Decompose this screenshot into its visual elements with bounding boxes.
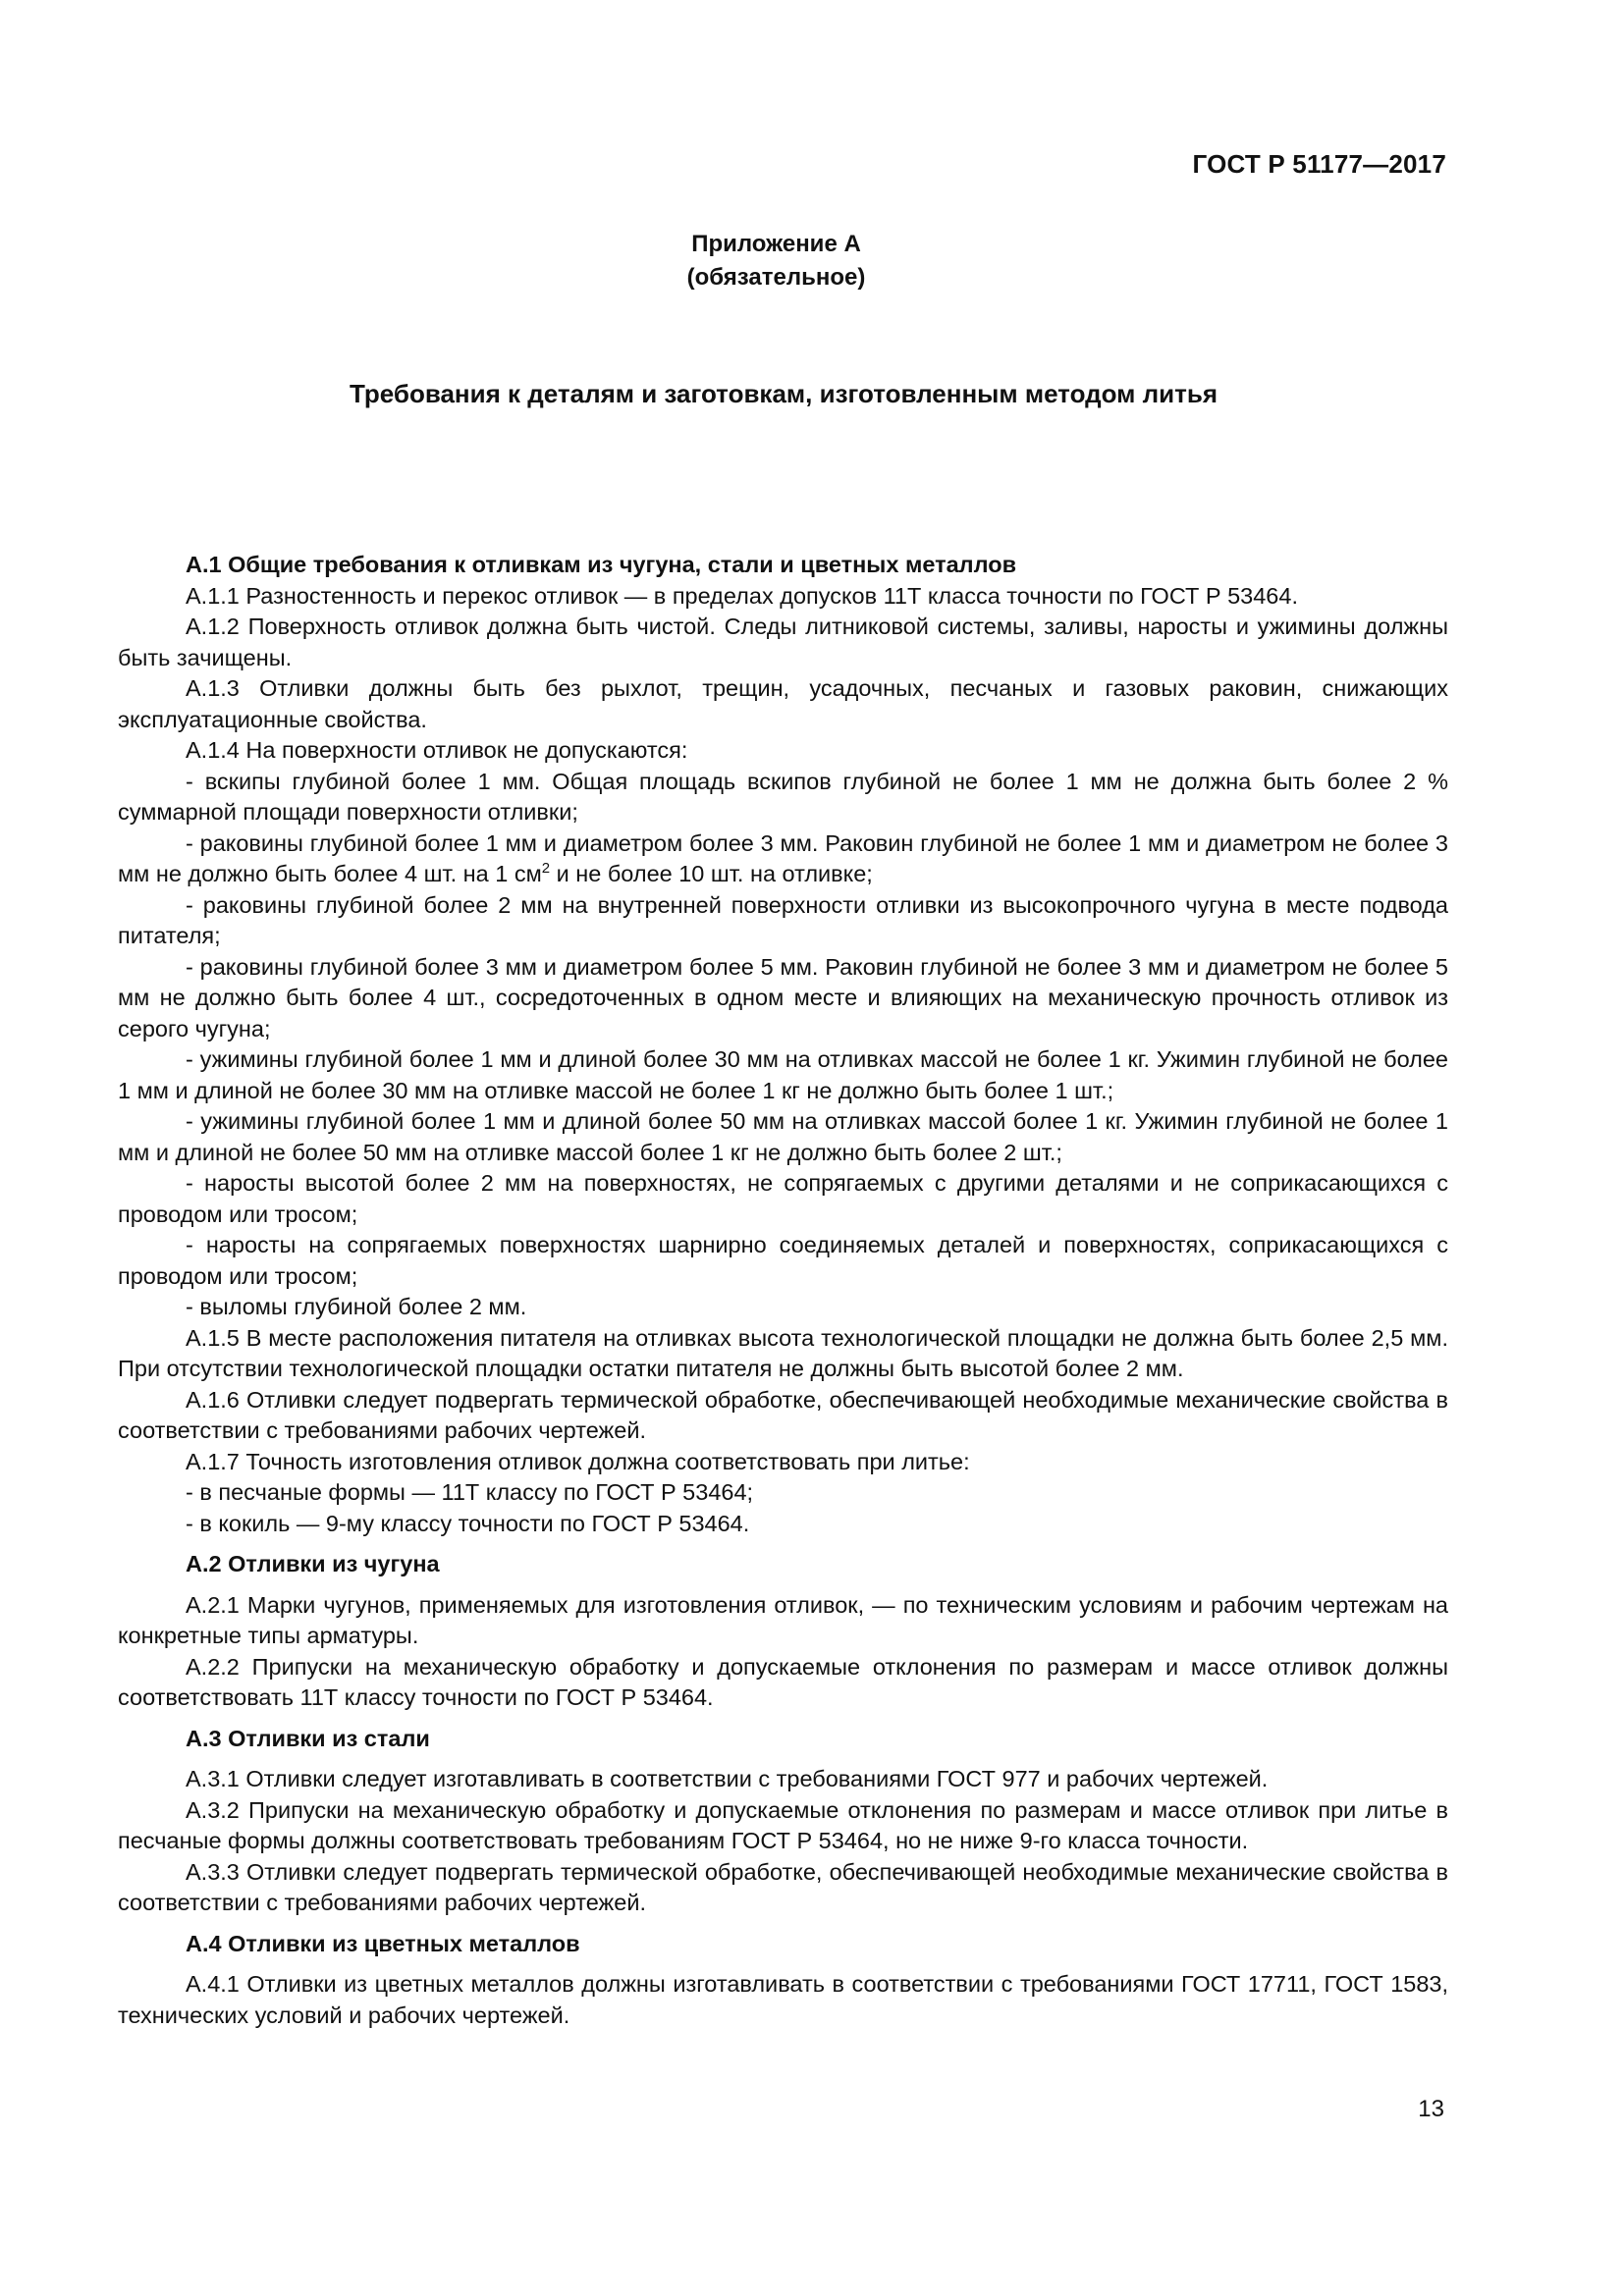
list-item-a1-4-8: - наросты на сопрягаемых поверхностях шарнирно соединяемых деталей и поверхностях, соприкасающихся с проводом или тросом;	[118, 1232, 1448, 1289]
page-number: 13	[1418, 2096, 1444, 2122]
appendix-title: Требования к деталям и заготовкам, изготовленным методом литья	[350, 379, 1218, 408]
list-item-a1-4-9: - выломы глубиной более 2 мм.	[186, 1294, 527, 1319]
list-item-text: и не более 10 шт. на отливке;	[550, 861, 873, 886]
section-heading-a3: А.3 Отливки из стали	[186, 1725, 430, 1751]
paragraph-a3-1: А.3.1 Отливки следует изготавливать в соответствии с требованиями ГОСТ 977 и рабочих чертежей.	[186, 1766, 1269, 1791]
appendix-label: Приложение А	[691, 231, 861, 257]
document-code: ГОСТ Р 51177—2017	[1192, 149, 1446, 179]
paragraph-a1-5: А.1.5 В месте расположения питателя на отливках высота технологической площадки не должна быть более 2,5 мм. При отсутствии технологической площадки остатки питателя не должны быть высотой более 2 мм.	[118, 1324, 1448, 1381]
paragraph-a1-6: А.1.6 Отливки следует подвергать термической обработке, обеспечивающей необходимые механические свойства в соответствии с требованиями рабочих чертежей.	[118, 1386, 1448, 1443]
paragraph-a1-3: А.1.3 Отливки должны быть без рыхлот, трещин, усадочных, песчаных и газовых раковин, снижающих эксплуатационные свойства.	[118, 675, 1448, 732]
paragraph-a2-1: А.2.1 Марки чугунов, применяемых для изготовления отливок, — по техническим условиям и рабочим чертежам на конкретные типы арматуры.	[118, 1591, 1448, 1648]
list-item-a1-4-3: - раковины глубиной более 2 мм на внутренней поверхности отливки из высокопрочного чугуна в месте подвода питателя;	[118, 891, 1448, 948]
paragraph-a1-1: А.1.1 Разностенность и перекос отливок — в пределах допусков 11Т класса точности по ГОСТ Р 53464.	[186, 582, 1298, 609]
list-item-a1-4-1: - вскипы глубиной более 1 мм. Общая площадь вскипов глубиной не более 1 мм не должна быть более 2 % суммарной площади поверхности отливки;	[118, 768, 1448, 825]
appendix-heading	[0, 228, 1552, 294]
document-body	[118, 550, 1448, 2031]
paragraph-a2-2: А.2.2 Припуски на механическую обработку и допускаемые отклонения по размерам и массе отливок должны соответствовать 11Т классу точности по ГОСТ Р 53464.	[118, 1653, 1448, 1710]
appendix-status: (обязательное)	[686, 264, 866, 291]
section-heading-a2: А.2 Отливки из чугуна	[186, 1551, 440, 1576]
paragraph-a1-7: А.1.7 Точность изготовления отливок должна соответствовать при литье:	[186, 1448, 970, 1474]
superscript: 2	[541, 860, 551, 877]
section-heading-a4: А.4 Отливки из цветных металлов	[186, 1930, 580, 1956]
paragraph-a3-2: А.3.2 Припуски на механическую обработку и допускаемые отклонения по размерам и массе отливок при литье в песчаные формы должны соответствовать требованиям ГОСТ Р 53464, но не ниже 9-го класса точности.	[118, 1796, 1448, 1853]
paragraph-a1-2: А.1.2 Поверхность отливок должна быть чистой. Следы литниковой системы, заливы, наросты и ужимины должны быть зачищены.	[118, 614, 1448, 670]
list-item-a1-4-5: - ужимины глубиной более 1 мм и длиной более 30 мм на отливках массой не более 1 кг. Ужимин глубиной не более 1 мм и длиной не более 30 мм на отливке массой не более 1 кг не должно быть более 1 шт.;	[118, 1046, 1448, 1103]
section-heading-a1: А.1 Общие требования к отливкам из чугуна, стали и цветных металлов	[186, 552, 1017, 577]
paragraph-a3-3: А.3.3 Отливки следует подвергать термической обработке, обеспечивающей необходимые механические свойства в соответствии с требованиями рабочих чертежей.	[118, 1858, 1448, 1915]
paragraph-a4-1: А.4.1 Отливки из цветных металлов должны изготавливать в соответствии с требованиями ГОСТ 17711, ГОСТ 1583, технических условий и рабочих чертежей.	[118, 1971, 1448, 2028]
list-item-a1-7-1: - в песчаные формы — 11Т классу по ГОСТ Р 53464;	[186, 1479, 754, 1505]
list-item-a1-4-6: - ужимины глубиной более 1 мм и длиной более 50 мм на отливках массой более 1 кг. Ужимин глубиной не более 1 мм и длиной не более 50 мм на отливке массой более 1 кг не должно быть более 2 шт.;	[118, 1108, 1448, 1165]
list-item-text: - раковины глубиной более 1 мм и диаметром более 3 мм. Раковин глубиной не более 1 мм и диаметром не более 3 мм не должно быть более 4 шт. на 1 см	[118, 829, 1448, 886]
paragraph-a1-4: А.1.4 На поверхности отливок не допускаются:	[186, 737, 688, 763]
list-item-a1-4-7: - наросты высотой более 2 мм на поверхностях, не сопрягаемых с другими деталями и не соприкасающихся с проводом или тросом;	[118, 1170, 1448, 1227]
list-item-a1-4-2	[118, 828, 1448, 890]
list-item-a1-4-4: - раковины глубиной более 3 мм и диаметром более 5 мм. Раковин глубиной не более 3 мм и диаметром не более 5 мм не должно быть более 4 шт., сосредоточенных в одном месте и влияющих на механическую прочность отливок из серого чугуна;	[118, 953, 1448, 1041]
list-item-a1-7-2: - в кокиль — 9-му классу точности по ГОСТ Р 53464.	[186, 1510, 750, 1536]
